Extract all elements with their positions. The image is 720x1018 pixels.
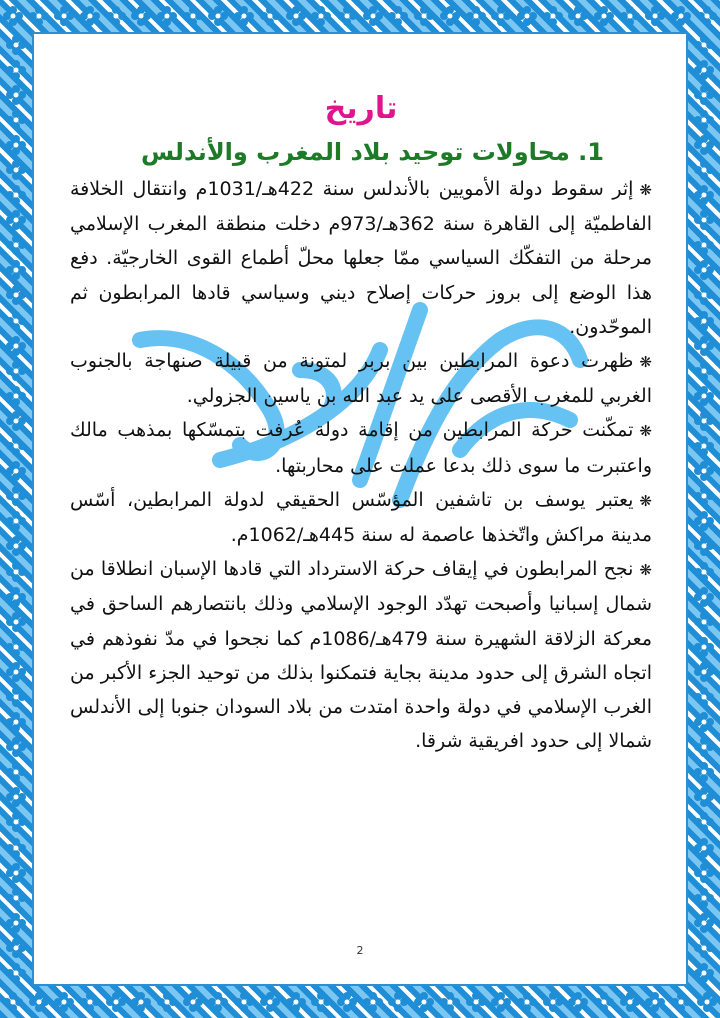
flower-ornament-icon (694, 436, 714, 456)
flower-ornament-icon (6, 210, 26, 230)
flower-ornament-icon (6, 311, 26, 331)
paragraph-5 (70, 552, 652, 758)
flower-ornament-icon (694, 160, 714, 180)
flower-ornament-icon (363, 6, 383, 26)
flower-ornament-icon (131, 992, 151, 1012)
border-left-ornaments (0, 32, 32, 986)
flower-ornament-icon (6, 235, 26, 255)
flower-ornament-icon (6, 411, 26, 431)
flower-ornament-icon (388, 992, 408, 1012)
flower-ornament-icon (208, 992, 228, 1012)
flower-ornament-icon (6, 587, 26, 607)
flower-ornament-icon (517, 992, 537, 1012)
flower-ornament-icon (694, 863, 714, 883)
paragraph-3 (70, 413, 652, 482)
flower-ornament-icon (694, 35, 714, 55)
flower-ornament-icon (466, 992, 486, 1012)
flower-ornament-icon (6, 687, 26, 707)
flower-ornament-icon (29, 6, 49, 26)
flower-ornament-icon (694, 662, 714, 682)
flower-ornament-icon (6, 737, 26, 757)
flower-ornament-icon (694, 135, 714, 155)
flower-ornament-icon (6, 536, 26, 556)
flower-ornament-icon (694, 311, 714, 331)
flower-ornament-icon (260, 992, 280, 1012)
flower-ornament-icon (466, 6, 486, 26)
flower-ornament-icon (6, 110, 26, 130)
flower-ornament-icon (568, 992, 588, 1012)
flower-ornament-icon (183, 992, 203, 1012)
paragraph-text: إثر سقوط دولة الأمويين بالأندلس سنة 422هـ/1031م وانتقال الخلافة الفاطميّة إلى القاهرة سنة 362هـ/973م دخلت منطقة المغرب الإسلامي مرحلة من التفكّك السياسي ممّا جعلها محلّ أطماع القوى الخارجيّة. دفع هذا الوضع إلى بروز حركات إصلاح ديني وسياسي قادها المرابطون ثم الموحّدون. (70, 178, 653, 338)
flower-ornament-icon (694, 260, 714, 280)
document-body (70, 86, 652, 758)
flower-bullet-icon: ❋ (639, 353, 652, 372)
flower-ornament-icon (694, 210, 714, 230)
flower-ornament-icon (694, 562, 714, 582)
flower-ornament-icon (6, 787, 26, 807)
flower-ornament-icon (694, 687, 714, 707)
flower-ornament-icon (29, 992, 49, 1012)
flower-bullet-icon: ❋ (639, 422, 652, 441)
flower-ornament-icon (697, 6, 717, 26)
flower-ornament-icon (694, 712, 714, 732)
flower-ornament-icon (697, 992, 717, 1012)
flower-ornament-icon (694, 185, 714, 205)
flower-ornament-icon (6, 963, 26, 983)
flower-ornament-icon (6, 85, 26, 105)
flower-ornament-icon (6, 838, 26, 858)
flower-ornament-icon (491, 992, 511, 1012)
flower-ornament-icon (80, 6, 100, 26)
flower-ornament-icon (6, 913, 26, 933)
flower-ornament-icon (694, 110, 714, 130)
flower-ornament-icon (694, 838, 714, 858)
page-title: تاريخ (324, 91, 398, 126)
flower-ornament-icon (694, 612, 714, 632)
flower-ornament-icon (311, 992, 331, 1012)
flower-ornament-icon (694, 60, 714, 80)
flower-ornament-icon (620, 6, 640, 26)
flower-ornament-icon (694, 85, 714, 105)
flower-ornament-icon (6, 812, 26, 832)
flower-ornament-icon (440, 992, 460, 1012)
flower-ornament-icon (6, 562, 26, 582)
flower-ornament-icon (620, 992, 640, 1012)
flower-ornament-icon (694, 461, 714, 481)
flower-ornament-icon (54, 6, 74, 26)
flower-ornament-icon (694, 386, 714, 406)
flower-ornament-icon (6, 888, 26, 908)
flower-ornament-icon (106, 6, 126, 26)
flower-ornament-icon (54, 992, 74, 1012)
flower-ornament-icon (694, 536, 714, 556)
flower-ornament-icon (6, 361, 26, 381)
flower-ornament-icon (694, 235, 714, 255)
flower-ornament-icon (388, 6, 408, 26)
flower-ornament-icon (234, 992, 254, 1012)
flower-ornament-icon (6, 135, 26, 155)
flower-ornament-icon (260, 6, 280, 26)
flower-ornament-icon (594, 6, 614, 26)
flower-ornament-icon (440, 6, 460, 26)
flower-ornament-icon (157, 6, 177, 26)
paragraph-1 (70, 172, 652, 344)
paragraph-text: تمكّنت حركة المرابطين من إقامة دولة عُرفت بتمسّكها بمذهب مالك واعتبرت ما سوى ذلك بدعا عملت على محاربتها. (70, 419, 652, 477)
border-top-ornaments (0, 0, 720, 32)
flower-ornament-icon (3, 992, 23, 1012)
flower-ornament-icon (183, 6, 203, 26)
flower-ornament-icon (694, 361, 714, 381)
flower-ornament-icon (6, 386, 26, 406)
flower-ornament-icon (6, 511, 26, 531)
section-heading: 1. محاولات توحيد بلاد المغرب والأندلس (141, 138, 604, 166)
flower-ornament-icon (694, 285, 714, 305)
flower-ornament-icon (645, 992, 665, 1012)
flower-ornament-icon (543, 992, 563, 1012)
flower-ornament-icon (286, 6, 306, 26)
flower-ornament-icon (80, 992, 100, 1012)
flower-ornament-icon (337, 6, 357, 26)
flower-ornament-icon (6, 762, 26, 782)
flower-ornament-icon (694, 411, 714, 431)
flower-ornament-icon (337, 992, 357, 1012)
flower-ornament-icon (671, 6, 691, 26)
border-bottom-ornaments (0, 986, 720, 1018)
flower-bullet-icon: ❋ (639, 561, 652, 580)
paragraph-2 (70, 344, 652, 413)
page-number: 2 (356, 944, 364, 957)
paragraph-text: ظهرت دعوة المرابطين بين بربر لمتونة من قبيلة صنهاجة بالجنوب الغربي للمغرب الأقصى على يد عبد الله بن ياسين الجزولي. (70, 350, 652, 408)
flower-ornament-icon (6, 185, 26, 205)
flower-ornament-icon (208, 6, 228, 26)
flower-ornament-icon (6, 60, 26, 80)
flower-ornament-icon (6, 486, 26, 506)
flower-ornament-icon (6, 863, 26, 883)
flower-ornament-icon (363, 992, 383, 1012)
flower-ornament-icon (6, 712, 26, 732)
flower-ornament-icon (6, 662, 26, 682)
flower-ornament-icon (6, 436, 26, 456)
border-right-ornaments (688, 32, 720, 986)
flower-ornament-icon (694, 888, 714, 908)
flower-ornament-icon (6, 285, 26, 305)
flower-ornament-icon (414, 992, 434, 1012)
flower-ornament-icon (671, 992, 691, 1012)
flower-ornament-icon (694, 963, 714, 983)
flower-ornament-icon (694, 737, 714, 757)
flower-ornament-icon (694, 762, 714, 782)
flower-ornament-icon (286, 992, 306, 1012)
flower-ornament-icon (6, 35, 26, 55)
flower-ornament-icon (157, 992, 177, 1012)
flower-ornament-icon (6, 160, 26, 180)
flower-ornament-icon (694, 637, 714, 657)
flower-ornament-icon (517, 6, 537, 26)
paragraph-4 (70, 483, 652, 552)
flower-bullet-icon: ❋ (639, 491, 652, 510)
flower-ornament-icon (6, 461, 26, 481)
flower-ornament-icon (106, 992, 126, 1012)
flower-ornament-icon (6, 612, 26, 632)
flower-ornament-icon (694, 787, 714, 807)
flower-ornament-icon (6, 260, 26, 280)
flower-ornament-icon (234, 6, 254, 26)
flower-ornament-icon (6, 336, 26, 356)
flower-ornament-icon (131, 6, 151, 26)
flower-ornament-icon (694, 336, 714, 356)
flower-ornament-icon (694, 913, 714, 933)
flower-ornament-icon (311, 6, 331, 26)
flower-ornament-icon (594, 992, 614, 1012)
flower-ornament-icon (6, 637, 26, 657)
flower-bullet-icon: ❋ (639, 181, 652, 199)
flower-ornament-icon (694, 812, 714, 832)
flower-ornament-icon (645, 6, 665, 26)
flower-ornament-icon (543, 6, 563, 26)
flower-ornament-icon (414, 6, 434, 26)
flower-ornament-icon (694, 486, 714, 506)
flower-ornament-icon (568, 6, 588, 26)
flower-ornament-icon (3, 6, 23, 26)
flower-ornament-icon (694, 511, 714, 531)
flower-ornament-icon (694, 587, 714, 607)
paragraph-text: نجح المرابطون في إيقاف حركة الاسترداد التي قادها الإسبان انطلاقا من شمال إسبانيا وأصبحت تهدّد الوجود الإسلامي وذلك بانتصارهم الساحق في معركة الزلاقة الشهيرة سنة 479هـ/1086م كما نجحوا في مدّ نفوذهم في اتجاه الشرق إلى حدود مدينة بجاية فتمكنوا بذلك من توحيد الجزء الأكبر من الغرب الإسلامي في دولة واحدة امتدت من بلاد السودان جنوبا إلى الأندلس شمالا إلى حدود افريقية شرقا. (70, 558, 652, 753)
paragraph-text: يعتبر يوسف بن تاشفين المؤسّس الحقيقي لدولة المرابطين، أسّس مدينة مراكش واتّخذها عاصمة له سنة 445هـ/1062م. (70, 488, 652, 547)
flower-ornament-icon (491, 6, 511, 26)
